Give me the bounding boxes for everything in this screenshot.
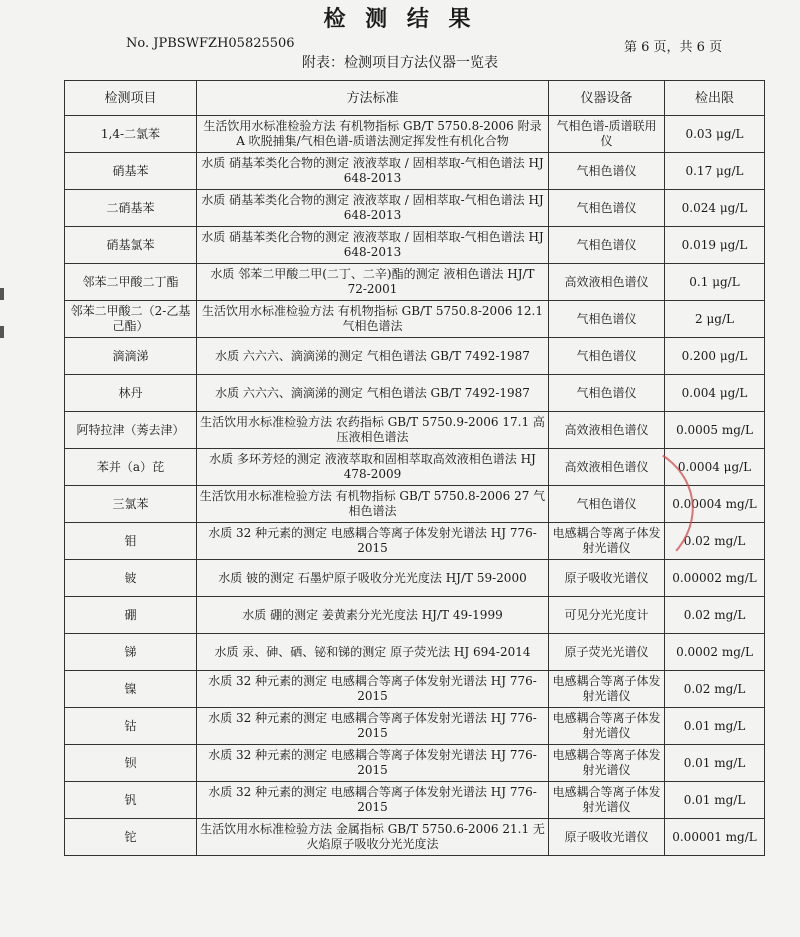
instrument-cell: 高效液相色谱仪: [549, 449, 665, 486]
item-cell: 1,4-二氯苯: [65, 116, 197, 153]
item-cell: 硝基苯: [65, 153, 197, 190]
instrument-cell: 原子吸收光谱仪: [549, 819, 665, 856]
table-body: [65, 116, 765, 856]
method-cell: 生活饮用水标准检验方法 有机物指标 GB/T 5750.8-2006 附录 A 吹脱捕集/气相色谱-质谱法测定挥发性有机化合物: [197, 116, 549, 153]
item-cell: 钡: [65, 745, 197, 782]
item-cell: 硼: [65, 597, 197, 634]
method-cell: 生活饮用水标准检验方法 有机物指标 GB/T 5750.8-2006 12.1 气相色谱法: [197, 301, 549, 338]
column-header-method: 方法标准: [197, 81, 549, 116]
table-row: [65, 634, 765, 671]
instrument-cell: 气相色谱仪: [549, 486, 665, 523]
method-cell: 水质 铍的测定 石墨炉原子吸收分光光度法 HJ/T 59-2000: [197, 560, 549, 597]
column-header-instrument: 仪器设备: [549, 81, 665, 116]
table-row: [65, 375, 765, 412]
table-row: [65, 116, 765, 153]
limit-cell: 0.17 μg/L: [665, 153, 765, 190]
item-cell: 铊: [65, 819, 197, 856]
limit-cell: 0.00002 mg/L: [665, 560, 765, 597]
binding-mark: [0, 326, 4, 338]
table-row: [65, 190, 765, 227]
instrument-cell: 电感耦合等离子体发射光谱仪: [549, 671, 665, 708]
instrument-cell: 气相色谱仪: [549, 190, 665, 227]
method-cell: 水质 硝基苯类化合物的测定 液液萃取 / 固相萃取-气相色谱法 HJ 648-2013: [197, 153, 549, 190]
table-row: [65, 338, 765, 375]
instrument-cell: 气相色谱仪: [549, 338, 665, 375]
instrument-cell: 气相色谱仪: [549, 375, 665, 412]
method-cell: 水质 32 种元素的测定 电感耦合等离子体发射光谱法 HJ 776-2015: [197, 745, 549, 782]
item-cell: 邻苯二甲酸二（2-乙基己酯）: [65, 301, 197, 338]
method-cell: 生活饮用水标准检验方法 有机物指标 GB/T 5750.8-2006 27 气相色谱法: [197, 486, 549, 523]
method-cell: 水质 32 种元素的测定 电感耦合等离子体发射光谱法 HJ 776-2015: [197, 671, 549, 708]
item-cell: 林丹: [65, 375, 197, 412]
item-cell: 三氯苯: [65, 486, 197, 523]
method-cell: 水质 硼的测定 姜黄素分光光度法 HJ/T 49-1999: [197, 597, 549, 634]
item-cell: 钴: [65, 708, 197, 745]
limit-cell: 0.01 mg/L: [665, 745, 765, 782]
table-row: [65, 745, 765, 782]
method-cell: 水质 邻苯二甲酸二甲(二丁、二辛)酯的测定 液相色谱法 HJ/T 72-2001: [197, 264, 549, 301]
document-title: 检 测 结 果: [323, 7, 477, 32]
instrument-cell: 电感耦合等离子体发射光谱仪: [549, 523, 665, 560]
limit-cell: 0.00001 mg/L: [665, 819, 765, 856]
limit-cell: 2 μg/L: [665, 301, 765, 338]
method-cell: 水质 多环芳烃的测定 液液萃取和固相萃取高效液相色谱法 HJ 478-2009: [197, 449, 549, 486]
table-row: [65, 449, 765, 486]
instrument-cell: 气相色谱仪: [549, 153, 665, 190]
table-row: [65, 153, 765, 190]
limit-cell: 0.1 μg/L: [665, 264, 765, 301]
method-cell: 水质 32 种元素的测定 电感耦合等离子体发射光谱法 HJ 776-2015: [197, 708, 549, 745]
item-cell: 钼: [65, 523, 197, 560]
instrument-cell: 高效液相色谱仪: [549, 412, 665, 449]
instrument-cell: 电感耦合等离子体发射光谱仪: [549, 708, 665, 745]
item-cell: 二硝基苯: [65, 190, 197, 227]
instrument-cell: 电感耦合等离子体发射光谱仪: [549, 782, 665, 819]
limit-cell: 0.024 μg/L: [665, 190, 765, 227]
instrument-cell: 高效液相色谱仪: [549, 264, 665, 301]
table-row: [65, 819, 765, 856]
column-header-limit: 检出限: [665, 81, 765, 116]
limit-cell: 0.01 mg/L: [665, 782, 765, 819]
limit-cell: 0.01 mg/L: [665, 708, 765, 745]
appendix-title: 附表：检测项目方法仪器一览表: [302, 55, 498, 71]
method-cell: 水质 硝基苯类化合物的测定 液液萃取 / 固相萃取-气相色谱法 HJ 648-2013: [197, 190, 549, 227]
limit-cell: 0.019 μg/L: [665, 227, 765, 264]
item-cell: 邻苯二甲酸二丁酯: [65, 264, 197, 301]
table-row: [65, 486, 765, 523]
item-cell: 苯并（a）芘: [65, 449, 197, 486]
method-cell: 水质 汞、砷、硒、铋和锑的测定 原子荧光法 HJ 694-2014: [197, 634, 549, 671]
method-cell: 生活饮用水标准检验方法 农药指标 GB/T 5750.9-2006 17.1 高压液相色谱法: [197, 412, 549, 449]
method-cell: 水质 六六六、滴滴涕的测定 气相色谱法 GB/T 7492-1987: [197, 375, 549, 412]
method-cell: 水质 32 种元素的测定 电感耦合等离子体发射光谱法 HJ 776-2015: [197, 523, 549, 560]
column-header-item: 检测项目: [65, 81, 197, 116]
limit-cell: 0.03 μg/L: [665, 116, 765, 153]
limit-cell: 0.02 mg/L: [665, 523, 765, 560]
table-row: [65, 523, 765, 560]
limit-cell: 0.200 μg/L: [665, 338, 765, 375]
item-cell: 钒: [65, 782, 197, 819]
limit-cell: 0.004 μg/L: [665, 375, 765, 412]
instrument-cell: 气相色谱仪: [549, 227, 665, 264]
method-cell: 水质 六六六、滴滴涕的测定 气相色谱法 GB/T 7492-1987: [197, 338, 549, 375]
method-cell: 生活饮用水标准检验方法 金属指标 GB/T 5750.6-2006 21.1 无火焰原子吸收分光光度法: [197, 819, 549, 856]
instrument-cell: 气相色谱-质谱联用仪: [549, 116, 665, 153]
table-header-row: [65, 81, 765, 116]
method-cell: 水质 32 种元素的测定 电感耦合等离子体发射光谱法 HJ 776-2015: [197, 782, 549, 819]
method-cell: 水质 硝基苯类化合物的测定 液液萃取 / 固相萃取-气相色谱法 HJ 648-2013: [197, 227, 549, 264]
instrument-cell: 气相色谱仪: [549, 301, 665, 338]
table-row: [65, 264, 765, 301]
item-cell: 锑: [65, 634, 197, 671]
limit-cell: 0.02 mg/L: [665, 597, 765, 634]
table-row: [65, 560, 765, 597]
binding-mark: [0, 288, 4, 300]
item-cell: 阿特拉津（莠去津）: [65, 412, 197, 449]
instrument-cell: 电感耦合等离子体发射光谱仪: [549, 745, 665, 782]
instrument-cell: 可见分光光度计: [549, 597, 665, 634]
table-row: [65, 671, 765, 708]
page-info: 第 6 页，共 6 页: [624, 40, 723, 55]
limit-cell: 0.0005 mg/L: [665, 412, 765, 449]
item-cell: 镍: [65, 671, 197, 708]
limit-cell: 0.00004 mg/L: [665, 486, 765, 523]
instrument-cell: 原子吸收光谱仪: [549, 560, 665, 597]
item-cell: 滴滴涕: [65, 338, 197, 375]
item-cell: 铍: [65, 560, 197, 597]
table-row: [65, 301, 765, 338]
limit-cell: 0.0002 mg/L: [665, 634, 765, 671]
limit-cell: 0.0004 μg/L: [665, 449, 765, 486]
report-number: No. JPBSWFZH05825506: [126, 36, 295, 51]
item-cell: 硝基氯苯: [65, 227, 197, 264]
table-row: [65, 597, 765, 634]
table-row: [65, 227, 765, 264]
table-row: [65, 708, 765, 745]
limit-cell: 0.02 mg/L: [665, 671, 765, 708]
table-row: [65, 782, 765, 819]
table-row: [65, 412, 765, 449]
results-table: [64, 80, 765, 856]
instrument-cell: 原子荧光光谱仪: [549, 634, 665, 671]
